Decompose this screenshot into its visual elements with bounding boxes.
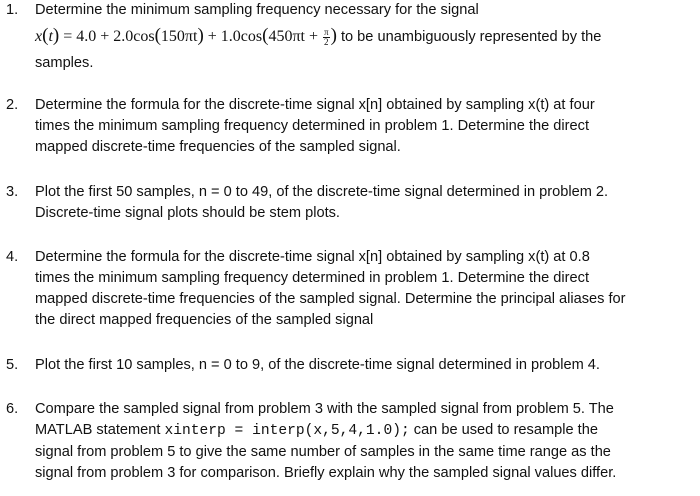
problem-text: [35, 355, 699, 376]
problem-line: Determine the formula for the discrete-time signal x[n] obtained by sampling x(t) at 0.8: [35, 249, 590, 265]
problem-line: mapped discrete-time frequencies of the sampled signal. Determine the principal aliases for: [35, 291, 626, 307]
problem-line: Plot the first 10 samples, n = 0 to 9, of the discrete-time signal determined in problem 4.: [35, 357, 600, 373]
problem-text: [35, 0, 699, 74]
problem-number: 1.: [6, 2, 19, 18]
problem-number: 2.: [6, 97, 19, 113]
problem-text: [35, 182, 699, 224]
problem-number: 6.: [6, 401, 19, 417]
signal-equation: x(t) = 4.0 + 2.0cos(150πt) + 1.0cos(450πt + $\frac{\pi}{2}$ ): [35, 25, 337, 47]
signal-equation-line: x(t) = 4.0 + 2.0cos(150πt) + 1.0cos(450πt + $\frac{\pi}{2}$ ) to be unambiguously represented by the: [35, 25, 602, 47]
problem-line: the direct mapped frequencies of the sampled signal: [35, 312, 374, 328]
problem-text: [35, 95, 699, 158]
problem-text: [35, 399, 699, 484]
problem-line: Plot the first 50 samples, n = 0 to 49, of the discrete-time signal determined in problem 2.: [35, 184, 609, 200]
problem-number: 3.: [6, 184, 19, 200]
problem-line: Discrete-time signal plots should be stem plots.: [35, 205, 340, 221]
problem-number: 5.: [6, 357, 19, 373]
problem-line: MATLAB statement xinterp = interp(x,5,4,1.0); can be used to resample the: [35, 422, 598, 439]
problem-line: signal from problem 5 to give the same number of samples in the same time range as the: [35, 444, 611, 460]
problem-line: Determine the minimum sampling frequency necessary for the signal: [35, 2, 479, 18]
problem-line: times the minimum sampling frequency determined in problem 1. Determine the direct: [35, 118, 589, 134]
problem-number: 4.: [6, 249, 19, 265]
problem-line: Determine the formula for the discrete-time signal x[n] obtained by sampling x(t) at four: [35, 97, 595, 113]
problem-line: signal from problem 3 for comparison. Briefly explain why the sampled signal values differ.: [35, 465, 617, 481]
problem-line: Compare the sampled signal from problem 3 with the sampled signal from problem 5. The: [35, 401, 614, 417]
problem-text: [35, 247, 699, 331]
problem-line: mapped discrete-time frequencies of the sampled signal.: [35, 139, 401, 155]
problem-line: samples.: [35, 55, 94, 71]
problem-line: times the minimum sampling frequency determined in problem 1. Determine the direct: [35, 270, 589, 286]
pi-over-two-fraction: $\frac{\pi}{2}$: [324, 26, 329, 47]
matlab-code: xinterp = interp(x,5,4,1.0);: [164, 423, 410, 439]
